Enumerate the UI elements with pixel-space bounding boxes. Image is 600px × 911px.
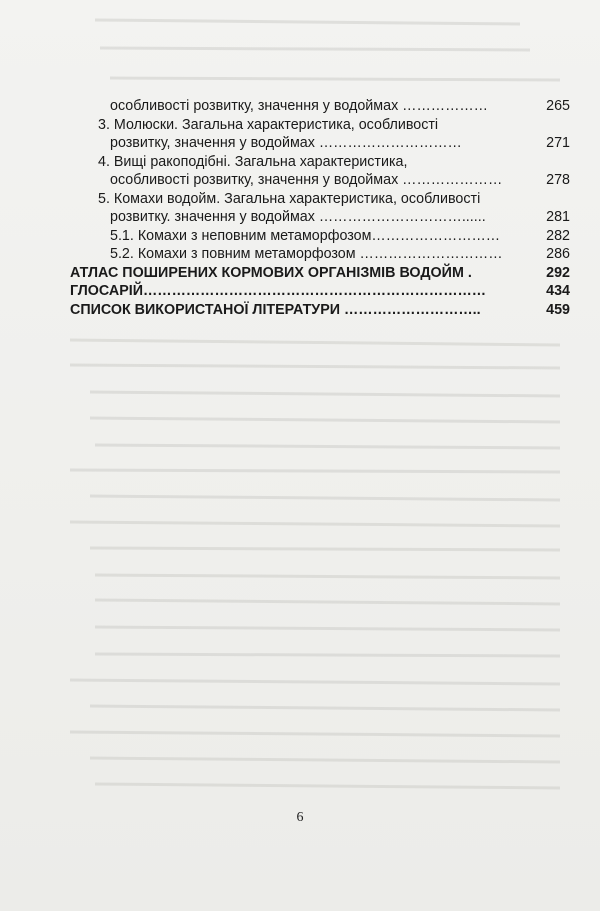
toc-row [70,282,570,301]
toc-row [70,227,570,246]
toc-entry-text: 5.1. Комахи з неповним метаморфозом……………………… [110,227,501,244]
toc-row [70,190,570,209]
toc-entry-text: розвитку. значення у водоймах …………………………...... [110,209,486,225]
toc-entry-text: розвитку, значення у водоймах ………………………… [110,135,462,151]
toc-row [70,153,570,172]
toc-row [70,171,570,190]
toc-row [70,134,570,153]
toc-entry-text: АТЛАС ПОШИРЕНИХ КОРМОВИХ ОРГАНІЗМІВ ВОДОЙМ . [70,264,472,281]
toc-entry-text: 4. Вищі ракоподібні. Загальна характеристика, [98,153,408,170]
toc-page-number: 271 [546,135,570,151]
toc-row [70,245,570,264]
toc-page-number: 459 [546,301,570,318]
toc-entry-text: 3. Молюски. Загальна характеристика, особливості [98,116,439,133]
toc-entry-text: особливості розвитку, значення у водоймах ……………… [110,98,488,114]
toc-entry-text: 5.2. Комахи з повним метаморфозом ………………………… [110,246,503,262]
page-number: 6 [296,810,304,825]
toc-page-number: 281 [546,209,570,225]
toc-entry-text: СПИСОК ВИКОРИСТАНОЇ ЛІТЕРАТУРИ ……………………….. [70,301,481,318]
toc-row [70,301,570,320]
toc-row [70,116,570,135]
toc-entry-text: 5. Комахи водойм. Загальна характеристика, особливості [98,190,481,207]
toc-page-number: 282 [546,227,570,244]
table-of-contents [70,97,570,319]
toc-page-number: 278 [546,172,570,188]
toc-page-number: 286 [546,246,570,262]
toc-page-number: 292 [546,264,570,281]
toc-page-number: 265 [546,98,570,114]
toc-row [70,264,570,283]
toc-entry-text: особливості розвитку, значення у водоймах ………………… [110,172,503,188]
toc-page-number: 434 [546,283,570,299]
toc-entry-text: ГЛОСАРІЙ……………………………………………………………… [70,283,487,299]
toc-row [70,97,570,116]
toc-row [70,208,570,227]
